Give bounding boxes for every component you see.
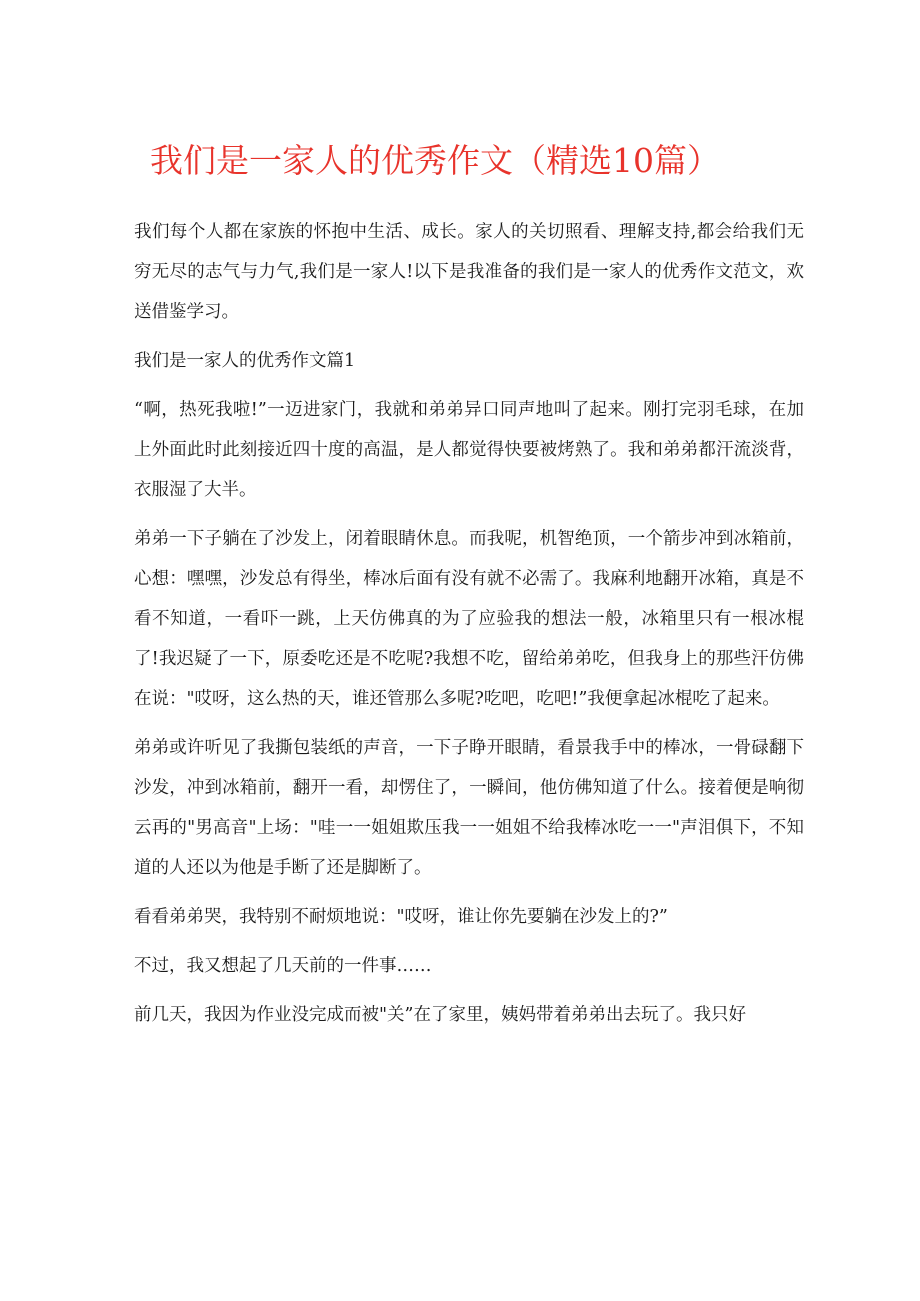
section-heading: 我们是一家人的优秀作文篇1: [134, 351, 356, 371]
paragraph-3: 弟弟或许听见了我撕包装纸的声音，一下子睁开眼睛，看景我手中的棒冰，一骨碌翻下沙发，冲到冰箱前，翻开一看，却愣住了，一瞬间，他仿佛知道了什么。接着便是响彻云再的"男高音"上场："哇一一姐姐欺压我一一姐姐不给我棒冰吃一一"声泪俱下，不知道的人还以为他是手断了还是脚断了。: [134, 738, 804, 878]
paragraph-6: 前几天，我因为作业没完成而被"关”在了家里，姨妈带着弟弟出去玩了。我只好: [134, 1005, 746, 1025]
paragraph-4: 看看弟弟哭，我特别不耐烦地说："哎呀，谁让你先要躺在沙发上的?”: [134, 907, 668, 927]
article-body: [134, 212, 804, 1044]
paragraph-1: “啊，热死我啦!”一迈进家门，我就和弟弟异口同声地叫了起来。刚打完羽毛球，在加上外面此时此刻接近四十度的高温，是人都觉得快要被烤熟了。我和弟弟都汗流淡背，衣服湿了大半。: [134, 400, 804, 500]
intro-paragraph: 我们每个人都在家族的怀抱中生活、成长。家人的关切照看、理解支持,都会给我们无穷无尽的志气与力气,我们是一家人!以下是我准备的我们是一家人的优秀作文范文，欢送借鉴学习。: [134, 222, 804, 322]
paragraph-5: 不过，我又想起了几天前的一件事……: [134, 956, 432, 976]
paragraph-2: 弟弟一下子躺在了沙发上，闭着眼睛休息。而我呢，机智绝顶，一个箭步冲到冰箱前，心想：嘿嘿，沙发总有得坐，棒冰后面有没有就不必需了。我麻利地翻开冰箱，真是不看不知道，一看吓一跳，上天仿佛真的为了应验我的想法一般，冰箱里只有一根冰棍了!我迟疑了一下，原委吃还是不吃呢?我想不吃，留给弟弟吃，但我身上的那些汗仿佛在说："哎呀，这么热的天，谁还管那么多呢?吃吧，吃吧!”我便拿起冰棍吃了起来。: [134, 529, 804, 709]
page-title: 我们是一家人的优秀作文（精选10篇）: [150, 141, 720, 180]
